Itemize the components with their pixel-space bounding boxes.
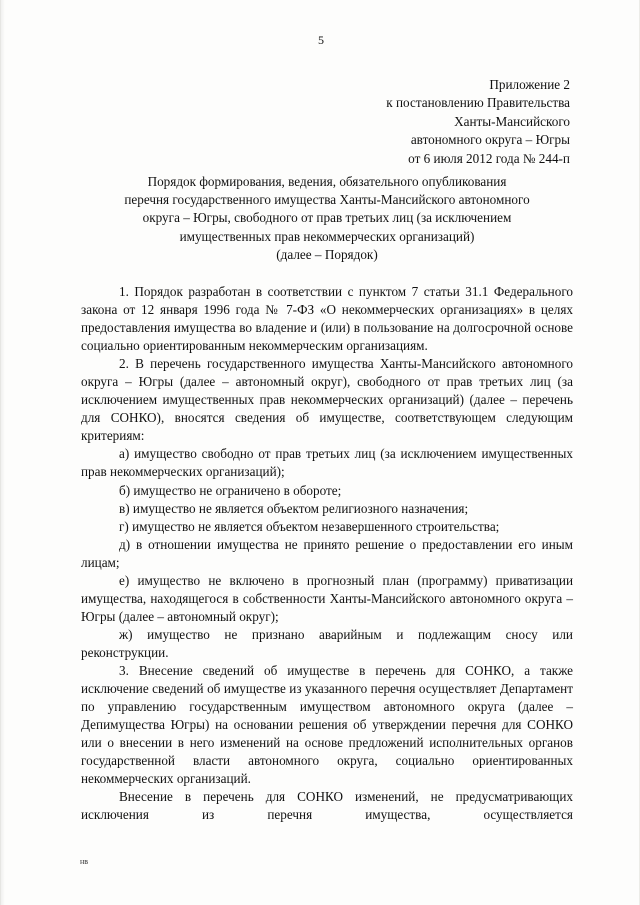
appendix-line: от 6 июля 2012 года № 244-п bbox=[408, 150, 570, 166]
title-line: Порядок формирования, ведения, обязательного опубликования bbox=[147, 174, 507, 189]
appendix-line: автономного округа – Югры bbox=[410, 132, 570, 148]
criterion-v: в) имущество не является объектом религиозного назначения; bbox=[119, 500, 469, 516]
appendix-line: к постановлению Правительства bbox=[386, 95, 570, 111]
title-line: перечня государственного имущества Ханты-Мансийского автономного bbox=[124, 192, 530, 208]
paragraph-4: Внесение в перечень для СОНКО изменений, не предусматривающих исключения из перечня имущества, осуществляется bbox=[81, 789, 573, 823]
paragraph-2: 2. В перечень государственного имущества Ханты-Мансийского автономного округа – Югры (далее – автономный округ), свободного от прав третьих лиц (за исключением имущественных прав некоммерческих организаций) (далее – перечень для СОНКО), вносятся сведения об имуществе, соответствующем следующим критериям: bbox=[81, 356, 573, 444]
criterion-d: д) в отношении имущества не принято решение о предоставлении его иным лицам; bbox=[81, 536, 573, 570]
page-edge bbox=[1, 0, 5, 905]
paragraph-3: 3. Внесение сведений об имуществе в перечень для СОНКО, а также исключение сведений об имуществе из указанного перечня осуществляет Департамент по управлению государственным имуществом автономного округа (далее – Депимущества Югры) на основании решения об утверждении перечня для СОНКО или о внесении в него изменений на основе предложений исполнительных органов государственной власти автономного округа, социально ориентированных некоммерческих организаций. bbox=[81, 662, 573, 787]
title-line: (далее – Порядок) bbox=[276, 246, 378, 262]
title-line: имущественных прав некоммерческих организаций) bbox=[179, 228, 475, 244]
criterion-e: е) имущество не включено в прогнозный план (программу) приватизации имущества, находящегося в собственности Ханты-Мансийского автономного округа – Югры (далее – автономный округ); bbox=[81, 572, 573, 624]
document-title bbox=[81, 173, 573, 264]
document-body bbox=[81, 283, 573, 824]
paragraph-1: 1. Порядок разработан в соответствии с пунктом 7 статьи 31.1 Федерального закона от 12 января 1996 года № 7-ФЗ «О некоммерческих организациях» в целях предоставления имущества во владение и (или) в пользование на долгосрочной основе социально ориентированным некоммерческим организациям. bbox=[81, 284, 573, 354]
appendix-line: Приложение 2 bbox=[489, 77, 570, 92]
criterion-g: г) имущество не является объектом незавершенного строительства; bbox=[119, 518, 500, 534]
footer-mark: нв bbox=[80, 857, 89, 866]
criterion-b: б) имущество не ограничено в обороте; bbox=[119, 482, 342, 498]
page-number: 5 bbox=[318, 33, 324, 47]
title-line: округа – Югры, свободного от прав третьих лиц (за исключением bbox=[142, 210, 512, 226]
criterion-a: а) имущество свободно от прав третьих лиц (за исключением имущественных прав некоммерческих организаций); bbox=[81, 446, 573, 480]
criterion-zh: ж) имущество не признано аварийным и подлежащим сносу или реконструкции. bbox=[81, 626, 573, 660]
appendix-line: Ханты-Мансийского bbox=[454, 113, 570, 129]
appendix-header bbox=[386, 76, 570, 168]
